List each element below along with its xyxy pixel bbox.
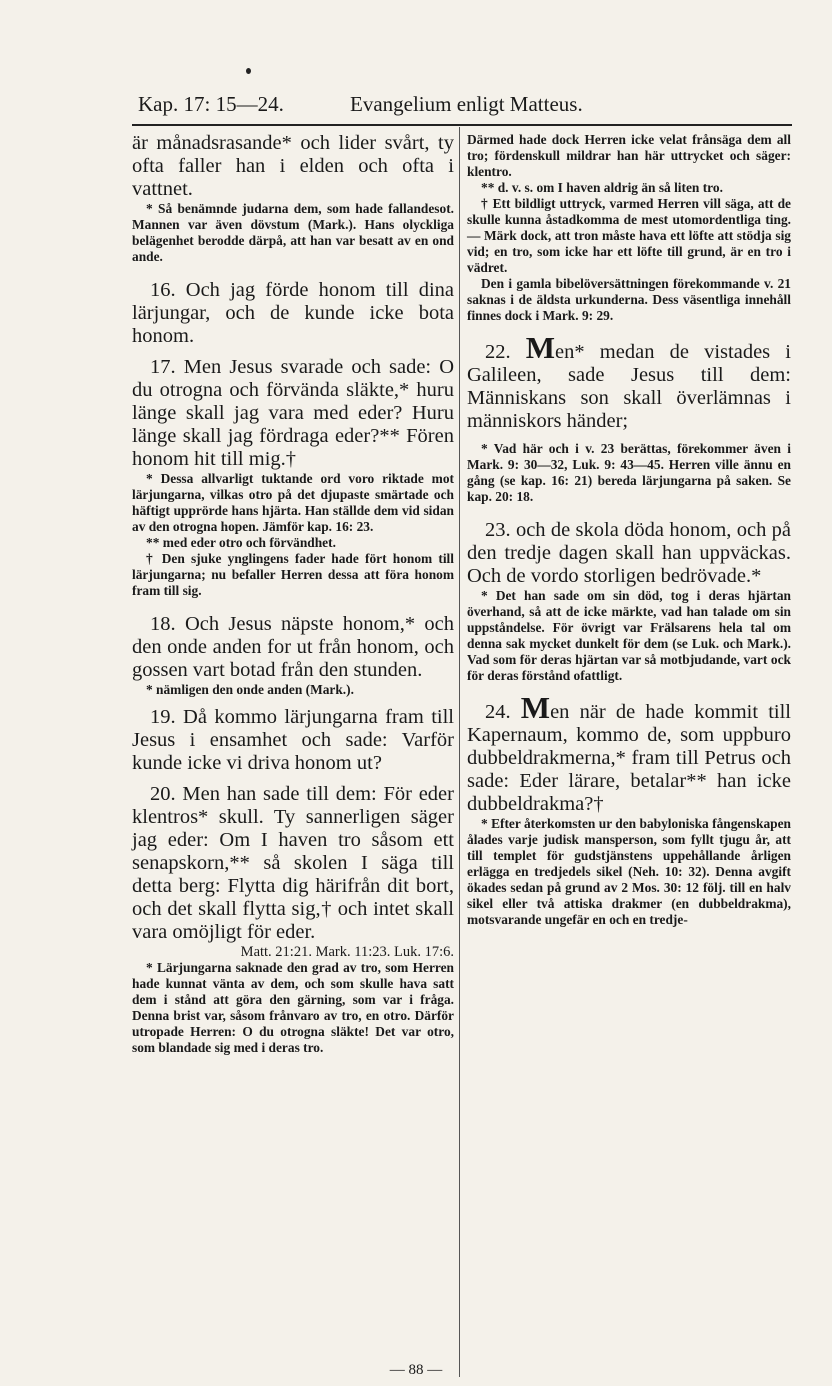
- left-column: [132, 132, 454, 1056]
- chapter-reference: Kap. 17: 15—24.: [138, 92, 284, 116]
- verse-23: 23. och de skola döda honom, och på den tredje dagen skall han uppväckas. Och de vordo storligen bedrövade.*: [467, 519, 791, 587]
- footnote: † Den sjuke ynglingens fader hade fört honom till lärjungarna; nu befaller Herren dessa att föra honom fram till sig.: [132, 551, 454, 598]
- verse-17: 17. Men Jesus svarade och sade: O du otrogna och förvända släkte,* huru länge skall jag vara med eder? Huru länge skall jag fördraga eder?** Fören honom hit till mig.†: [132, 356, 454, 470]
- footnote-continued: Därmed hade dock Herren icke velat frånsäga dem all tro; fördenskull mildrar han här uttrycket och säger: klentro.: [467, 132, 791, 179]
- running-header: [138, 92, 638, 122]
- ink-speck: [246, 68, 251, 74]
- header-rule: [132, 124, 792, 126]
- book-title: Evangelium enligt Matteus.: [350, 92, 583, 116]
- footnote: * Dessa allvarligt tuktande ord voro riktade mot lärjungarna, vilkas otro på det djupaste smärtade och häftigt upprörde hans hjärta. Han ställde dem vid sidan av den otrogna hopen. Jämför kap. 16: 23.: [132, 471, 454, 534]
- cross-reference: Matt. 21:21. Mark. 11:23. Luk. 17:6.: [240, 944, 454, 960]
- verse-text: en när de hade kommit till Kapernaum, kommo de, som uppburo dubbeldrakmerna,* fram till Petrus och sade: Eder lärare, betalar** han icke dubbeldrakma?†: [467, 701, 792, 815]
- footnote: † Ett bildligt uttryck, varmed Herren vill säga, att de skulle kunna åstadkomma de mest utomordentliga ting. — Märk dock, att tron måste hava ett löfte att stödja sig vid; en tro, som icke har ett löfte till grund, är en tro i vädret.: [467, 196, 791, 275]
- footnote: * Det han sade om sin död, tog i deras hjärtan överhand, så att de icke märkte, vad han talade om sin uppståndelse. För övrigt var Frälsarens hela tal om denna sak mycket dunkelt för dem (se Luk. och Mark.). Vad som för deras hjärtan var så motbjudande, vart ock för deras förstånd ofattligt.: [467, 588, 791, 683]
- footnote: ** d. v. s. om I haven aldrig än så liten tro.: [481, 180, 723, 195]
- initial-capital: M: [525, 330, 556, 365]
- page-number: — 88 —: [389, 1362, 443, 1378]
- verse-18: 18. Och Jesus näpste honom,* och den onde anden for ut från honom, och gossen vart botad från den stunden.: [132, 613, 454, 681]
- verse-15-continued: är månadsrasande* och lider svårt, ty ofta faller han i elden och ofta i vattnet.: [132, 132, 454, 200]
- verse-22: [467, 330, 791, 433]
- footnote: * Så benämnde judarna dem, som hade fallandesot. Mannen var även dövstum (Mark.). Hans olyckliga belägenhet berodde därpå, att han var besatt av en ond ande.: [132, 201, 454, 264]
- verse-16: 16. Och jag förde honom till dina lärjungar, och de kunde icke bota honom.: [132, 279, 454, 347]
- editorial-note: Den i gamla bibelöversättningen förekommande v. 21 saknas i de äldsta urkunderna. Dess väsentliga innehåll finnes dock i Mark. 9: 29.: [467, 276, 791, 323]
- verse-19: 19. Då kommo lärjungarna fram till Jesus i ensamhet och sade: Varför kunde icke vi driva honom ut?: [132, 706, 454, 774]
- footnote: * Efter återkomsten ur den babyloniska fångenskapen ålades varje judisk mansperson, som fyllt tjugu år, att till templet för gudstjänstens uppehållande årligen erlägga en tredjedels sikel (Neh. 10: 32). Denna avgift ökades sedan på grund av 2 Mos. 30: 12 följ. till en halv sikel eller två attiska drakmer (en dubbeldrakma), motsvarande ungefär en och en tredje-: [467, 816, 791, 927]
- verse-text: en* medan de vistades i Galileen, sade Jesus till dem: Människans son skall överlämnas i människors händer;: [467, 341, 791, 432]
- verse-number: 22.: [485, 341, 511, 363]
- verse-20: 20. Men han sade till dem: För eder klentros* skull. Ty sannerligen säger jag eder: Om I haven tro såsom ett senapskorn,** så skolen I säga till detta berg: Flytta dig härifrån dit bort, och det skall flytta sig,† och intet skall vara omöjligt för eder.: [132, 783, 454, 943]
- verse-24: [467, 690, 792, 816]
- footnote: * nämligen den onde anden (Mark.).: [146, 682, 354, 697]
- footnote: * Vad här och i v. 23 berättas, förekommer även i Mark. 9: 30—32, Luk. 9: 43—45. Herren ville ännu en gång (se kap. 16: 21) bereda lärjungarna på saken. Se kap. 20: 18.: [467, 441, 791, 504]
- initial-capital: M: [520, 690, 551, 725]
- footnote: ** med eder otro och förvändhet.: [146, 535, 336, 550]
- column-divider: [459, 127, 460, 1377]
- right-column: [467, 132, 791, 928]
- verse-number: 24.: [485, 701, 511, 723]
- footnote: * Lärjungarna saknade den grad av tro, som Herren hade kunnat vänta av dem, och som skulle hava satt dem i stånd att göra den gärning, som var i fråga. Denna brist var, såsom frånvaro av tro, en otro. Därför utropade Herren: O du otrogna släkte! Det var otro, som blandade sig med i deras tro.: [132, 960, 454, 1055]
